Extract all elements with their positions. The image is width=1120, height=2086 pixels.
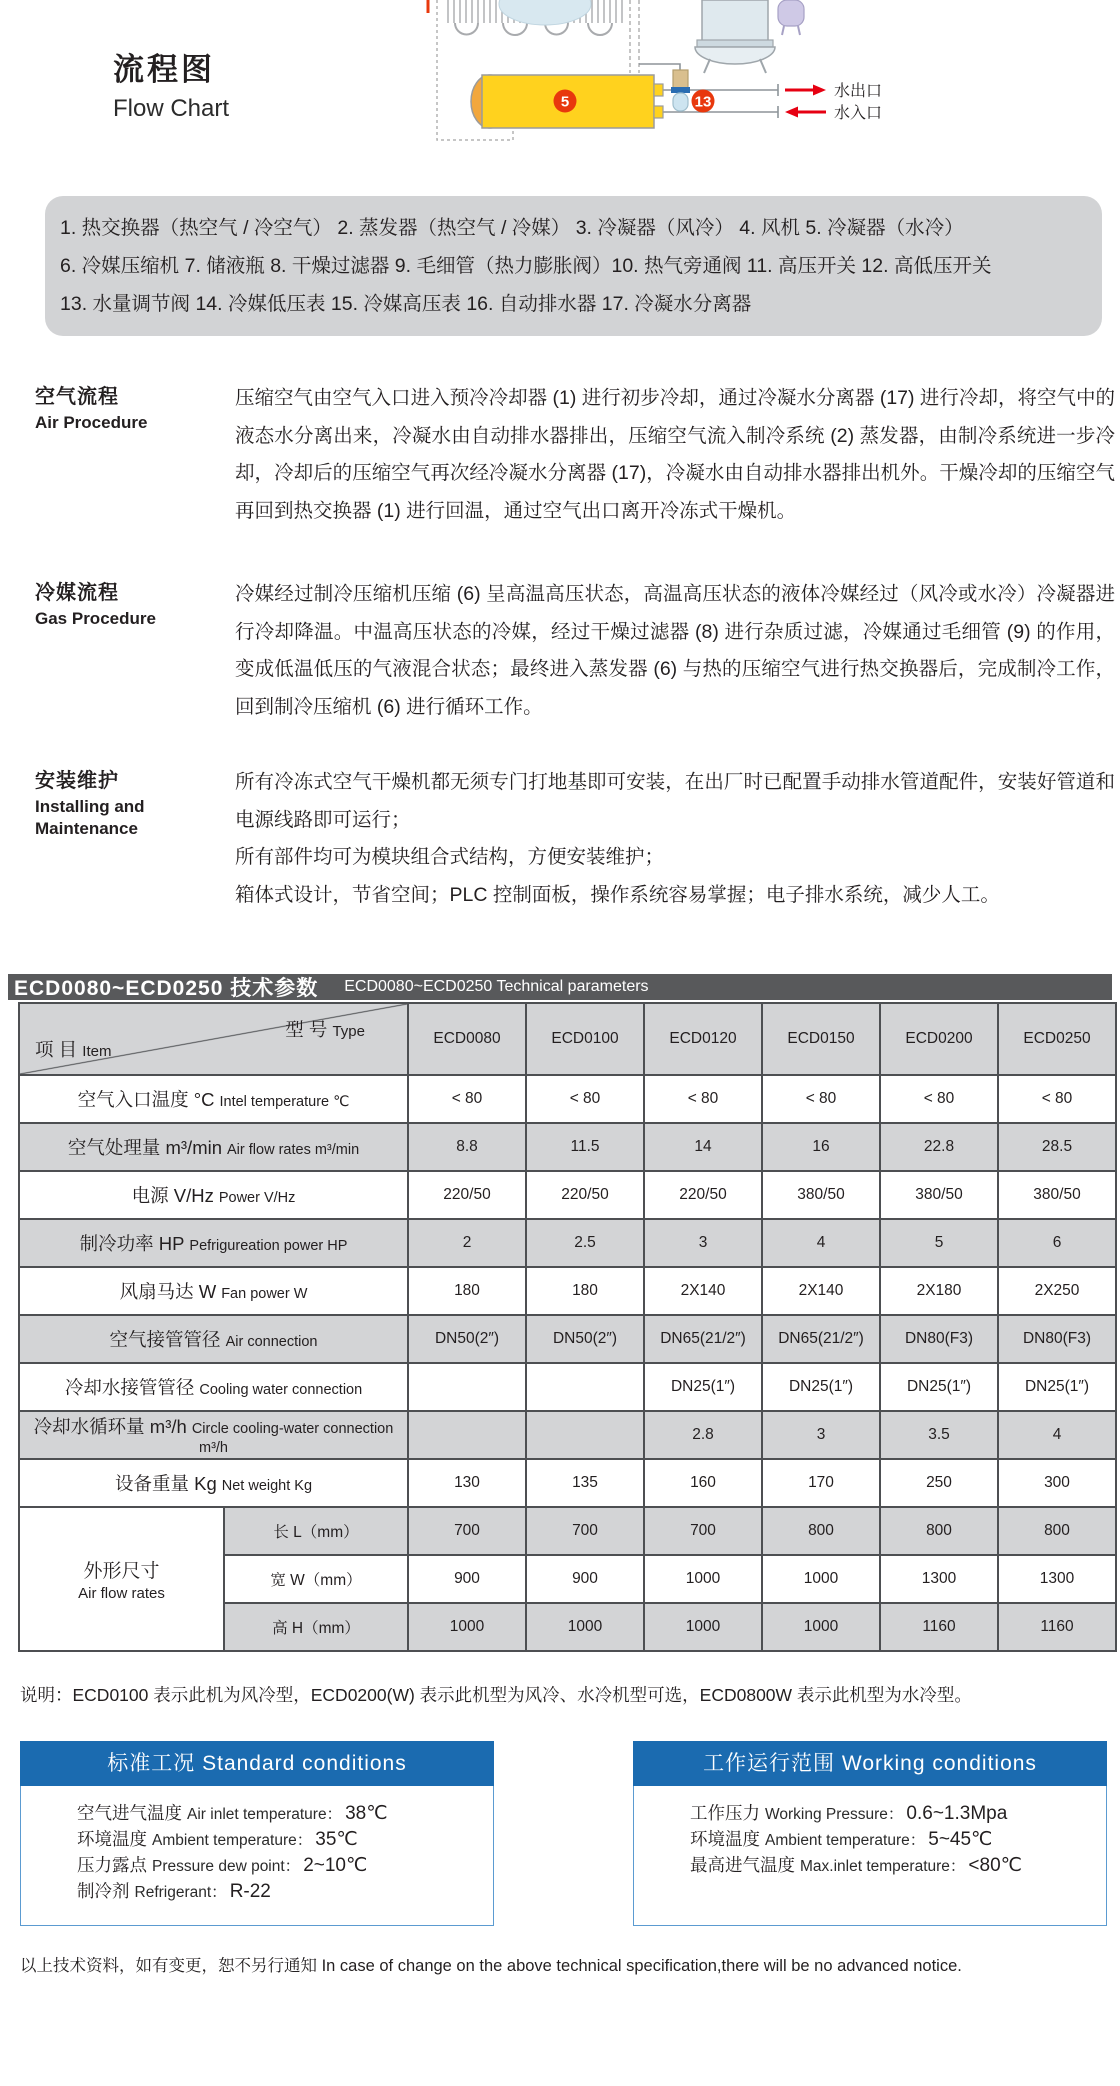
spec-cell: 8.8 — [408, 1123, 526, 1171]
table-title-en: ECD0080~ECD0250 Technical parameters — [344, 978, 649, 995]
standard-conditions-body — [21, 1786, 493, 1925]
spec-cell: 300 — [998, 1459, 1116, 1507]
spec-cell — [408, 1411, 526, 1459]
table-title-bar — [8, 974, 1112, 1000]
spec-cell: 1000 — [762, 1555, 880, 1603]
air-procedure-heading — [35, 380, 235, 530]
model-header: ECD0250 — [998, 1003, 1116, 1075]
air-procedure-paragraph: 压缩空气由空气入口进入预冷冷却器 (1) 进行初步冷却，通过冷凝水分离器 (17) 进行冷却，将空气中的液态水分离出来，冷凝水由自动排水器排出，压缩空气流入制冷系统 (2) 蒸发器，由制冷系统进一步冷却，冷却后的压缩空气再次经冷凝水分离器 (17)，冷凝水由自动排水器排出机外。干燥冷却的压缩空气再回到热交换器 (1) 进行回温，通过空气出口离开冷冻式干燥机。 — [235, 387, 1115, 522]
spec-cell: < 80 — [408, 1075, 526, 1123]
spec-cell: < 80 — [998, 1075, 1116, 1123]
spec-cell: < 80 — [526, 1075, 644, 1123]
spec-cell: DN80(F3) — [998, 1315, 1116, 1363]
table-row-dimension-length — [19, 1507, 1116, 1555]
flow-chart-section — [0, 0, 1120, 160]
spec-cell: 1000 — [644, 1555, 762, 1603]
spec-cell: 3.5 — [880, 1411, 998, 1459]
condition-line: 环境温度 Ambient temperature： 35℃ — [77, 1829, 358, 1850]
spec-cell: 2.5 — [526, 1219, 644, 1267]
model-header: ECD0150 — [762, 1003, 880, 1075]
spec-cell: < 80 — [880, 1075, 998, 1123]
row-label: 电源 V/Hz Power V/Hz — [19, 1171, 408, 1219]
model-header: ECD0080 — [408, 1003, 526, 1075]
spec-cell: 28.5 — [998, 1123, 1116, 1171]
model-header: ECD0120 — [644, 1003, 762, 1075]
spec-cell: DN50(2″) — [408, 1315, 526, 1363]
spec-cell: 170 — [762, 1459, 880, 1507]
legend-box — [45, 196, 1102, 336]
spec-cell: 2 — [408, 1219, 526, 1267]
spec-cell: 3 — [762, 1411, 880, 1459]
spec-cell: < 80 — [644, 1075, 762, 1123]
table-row-power — [19, 1171, 1116, 1219]
installing-heading-cn: 安装维护 — [35, 770, 119, 792]
table-row-refrigeration-power — [19, 1219, 1116, 1267]
condition-line: 最高进气温度 Max.inlet temperature： <80℃ — [690, 1855, 1022, 1876]
legend-line: 13. 水量调节阀 14. 冷媒低压表 15. 冷媒高压表 16. 自动排水器 17. 冷凝水分离器 — [60, 293, 752, 315]
table-corner-cell — [19, 1003, 408, 1075]
standard-conditions-box — [20, 1741, 494, 1926]
row-label: 设备重量 Kg Net weight Kg — [19, 1459, 408, 1507]
spec-cell: 800 — [762, 1507, 880, 1555]
condition-line: 环境温度 Ambient temperature： 5~45℃ — [690, 1829, 993, 1850]
row-label: 空气接管管径 Air connection — [19, 1315, 408, 1363]
spec-cell: DN80(F3) — [880, 1315, 998, 1363]
spec-cell: 135 — [526, 1459, 644, 1507]
spec-cell: 2X180 — [880, 1267, 998, 1315]
spec-cell — [408, 1363, 526, 1411]
dimensions-label: 外形尺寸 Air flow rates — [19, 1507, 224, 1651]
spec-table — [18, 1002, 1117, 1652]
flow-chart-diagram — [410, 0, 910, 160]
gas-procedure-heading-en: Gas Procedure — [35, 609, 156, 628]
spec-cell: 380/50 — [998, 1171, 1116, 1219]
section-installing-maintenance — [0, 764, 1120, 914]
spec-cell: 4 — [998, 1411, 1116, 1459]
spec-cell: 160 — [644, 1459, 762, 1507]
spec-cell: 5 — [880, 1219, 998, 1267]
row-label: 空气入口温度 °C Intel temperature ℃ — [19, 1075, 408, 1123]
corner-item-label: 项 目 Item — [35, 1039, 112, 1060]
spec-cell: 180 — [408, 1267, 526, 1315]
working-conditions-body — [634, 1786, 1106, 1899]
spec-cell: 2.8 — [644, 1411, 762, 1459]
working-conditions-title: 工作运行范围 Working conditions — [633, 1741, 1107, 1786]
spec-cell: DN25(1″) — [644, 1363, 762, 1411]
spec-cell: 380/50 — [880, 1171, 998, 1219]
spec-cell: 800 — [998, 1507, 1116, 1555]
dimension-sub-label: 宽 W（mm） — [224, 1555, 408, 1603]
separator-tank — [695, 0, 775, 73]
table-row-fan-power — [19, 1267, 1116, 1315]
section-air-procedure — [0, 380, 1120, 530]
spec-cell: 1000 — [644, 1603, 762, 1651]
table-row-cooling-water-circulation — [19, 1411, 1116, 1459]
spec-cell: 2X140 — [644, 1267, 762, 1315]
model-note: 说明：ECD0100 表示此机为风冷型，ECD0200(W) 表示此机型为风冷、水冷机型可选，ECD0800W 表示此机型为水冷型。 — [20, 1685, 972, 1705]
table-header-row — [19, 1003, 1116, 1075]
dashed-pipes — [630, 0, 639, 73]
installing-body — [235, 764, 1115, 914]
spec-cell: 22.8 — [880, 1123, 998, 1171]
spec-cell: 1300 — [880, 1555, 998, 1603]
spec-cell: 130 — [408, 1459, 526, 1507]
spec-cell: 1000 — [408, 1603, 526, 1651]
spec-cell: 700 — [408, 1507, 526, 1555]
row-label: 空气处理量 m³/min Air flow rates m³/min — [19, 1123, 408, 1171]
spec-cell: < 80 — [762, 1075, 880, 1123]
spec-cell: 1160 — [880, 1603, 998, 1651]
gas-procedure-heading — [35, 576, 235, 726]
spec-cell: 14 — [644, 1123, 762, 1171]
spec-cell: 700 — [526, 1507, 644, 1555]
water-outlet-arrow — [785, 85, 826, 96]
row-label: 冷却水循环量 m³/h Circle cooling-water connection m³/h — [19, 1411, 408, 1459]
installing-heading-en: Installing and Maintenance — [35, 797, 145, 838]
spec-cell: DN65(21/2″) — [644, 1315, 762, 1363]
spec-cell: DN50(2″) — [526, 1315, 644, 1363]
flow-chart-title-cn: 流程图 — [113, 52, 215, 87]
table-title-cn: ECD0080~ECD0250 技术参数 — [14, 977, 319, 1000]
installing-paragraph: 所有部件均可为模块组合式结构，方便安装维护； — [235, 846, 665, 868]
corner-type-label: 型 号 Type — [285, 1019, 365, 1040]
spec-cell: 4 — [762, 1219, 880, 1267]
condition-boxes — [20, 1741, 1107, 1926]
legend-line: 6. 冷媒压缩机 7. 储液瓶 8. 干燥过滤器 9. 毛细管（热力膨胀阀）10. 热气旁通阀 11. 高压开关 12. 高低压开关 — [60, 255, 992, 277]
spec-cell: 2X140 — [762, 1267, 880, 1315]
spec-cell: 180 — [526, 1267, 644, 1315]
legend-line: 1. 热交换器（热空气 / 冷空气） 2. 蒸发器（热空气 / 冷媒） 3. 冷凝器（风冷） 4. 风机 5. 冷凝器（水冷） — [60, 217, 964, 239]
installing-paragraph: 箱体式设计，节省空间；PLC 控制面板，操作系统容易掌握；电子排水系统，减少人工。 — [235, 883, 1000, 906]
air-procedure-heading-cn: 空气流程 — [35, 386, 119, 408]
valve-badge-number: 13 — [694, 93, 712, 111]
spec-cell: 900 — [408, 1555, 526, 1603]
working-conditions-box — [633, 1741, 1107, 1926]
water-inlet-label: 水入口 — [834, 105, 883, 122]
spec-cell: 1160 — [998, 1603, 1116, 1651]
condenser-badge-number: 5 — [560, 93, 570, 111]
spec-cell: 1000 — [762, 1603, 880, 1651]
table-row-cooling-water-connection — [19, 1363, 1116, 1411]
spec-cell — [526, 1411, 644, 1459]
model-header: ECD0200 — [880, 1003, 998, 1075]
spec-cell: 1000 — [526, 1603, 644, 1651]
section-gas-procedure — [0, 576, 1120, 726]
table-row-inlet-temp — [19, 1075, 1116, 1123]
dimension-sub-label: 高 H（mm） — [224, 1603, 408, 1651]
spec-cell: 220/50 — [644, 1171, 762, 1219]
row-label: 制冷功率 HP Pefrigureation power HP — [19, 1219, 408, 1267]
table-row-net-weight — [19, 1459, 1116, 1507]
spec-cell: 700 — [644, 1507, 762, 1555]
spec-cell: 380/50 — [762, 1171, 880, 1219]
condition-line: 压力露点 Pressure dew point： 2~10℃ — [77, 1855, 368, 1876]
table-row-air-flow — [19, 1123, 1116, 1171]
water-regulating-valve — [671, 70, 690, 111]
model-header: ECD0100 — [526, 1003, 644, 1075]
condition-line: 空气进气温度 Air inlet temperature： 38℃ — [77, 1803, 388, 1824]
spec-cell: DN65(21/2″) — [762, 1315, 880, 1363]
spec-cell: 2X250 — [998, 1267, 1116, 1315]
spec-cell: 6 — [998, 1219, 1116, 1267]
flow-chart-title-en: Flow Chart — [113, 95, 230, 122]
spec-cell: DN25(1″) — [762, 1363, 880, 1411]
spec-cell: 16 — [762, 1123, 880, 1171]
flow-chart-title — [113, 44, 229, 123]
row-label: 冷却水接管管径 Cooling water connection — [19, 1363, 408, 1411]
spec-cell: 1300 — [998, 1555, 1116, 1603]
spec-cell: 11.5 — [526, 1123, 644, 1171]
coil-highlight — [499, 0, 591, 25]
spec-cell: DN25(1″) — [880, 1363, 998, 1411]
water-inlet-arrow — [785, 107, 826, 118]
installing-paragraph: 所有冷冻式空气干燥机都无须专门打地基即可安装，在出厂时已配置手动排水管道配件，安装好管道和电源线路即可运行； — [235, 771, 1115, 831]
spec-cell: 800 — [880, 1507, 998, 1555]
spec-cell: 900 — [526, 1555, 644, 1603]
dimension-sub-label: 长 L（mm） — [224, 1507, 408, 1555]
condition-line: 工作压力 Working Pressure： 0.6~1.3Mpa — [690, 1803, 1008, 1824]
spec-cell: 220/50 — [526, 1171, 644, 1219]
water-outlet-label: 水出口 — [834, 83, 883, 100]
gas-procedure-heading-cn: 冷媒流程 — [35, 582, 119, 604]
receiver-cylinder — [778, 0, 804, 35]
air-procedure-body — [235, 380, 1115, 530]
installing-heading — [35, 764, 235, 914]
spec-cell: 220/50 — [408, 1171, 526, 1219]
spec-cell — [526, 1363, 644, 1411]
standard-conditions-title: 标准工况 Standard conditions — [20, 1741, 494, 1786]
row-label: 风扇马达 W Fan power W — [19, 1267, 408, 1315]
table-row-air-connection — [19, 1315, 1116, 1363]
disclaimer-footer: 以上技术资料，如有变更，恕不另行通知 In case of change on the above technical specification,there will be no advanced notice. — [20, 1957, 962, 1975]
gas-procedure-paragraph: 冷媒经过制冷压缩机压缩 (6) 呈高温高压状态，高温高压状态的液体冷媒经过（风冷或水冷）冷凝器进行冷却降温。中温高压状态的冷媒，经过干燥过滤器 (8) 进行杂质过滤，冷媒通过毛细管 (9) 的作用，变成低温低压的气液混合状态；最终进入蒸发器 (6) 与热的压缩空气进行热交换器后，完成制冷工作，回到制冷压缩机 (6) 进行循环工作。 — [235, 583, 1115, 718]
spec-cell: 3 — [644, 1219, 762, 1267]
gas-procedure-body — [235, 576, 1115, 726]
spec-cell: 250 — [880, 1459, 998, 1507]
condition-line: 制冷剂 Refrigerant： R-22 — [77, 1881, 271, 1902]
spec-cell: DN25(1″) — [998, 1363, 1116, 1411]
air-procedure-heading-en: Air Procedure — [35, 413, 148, 432]
